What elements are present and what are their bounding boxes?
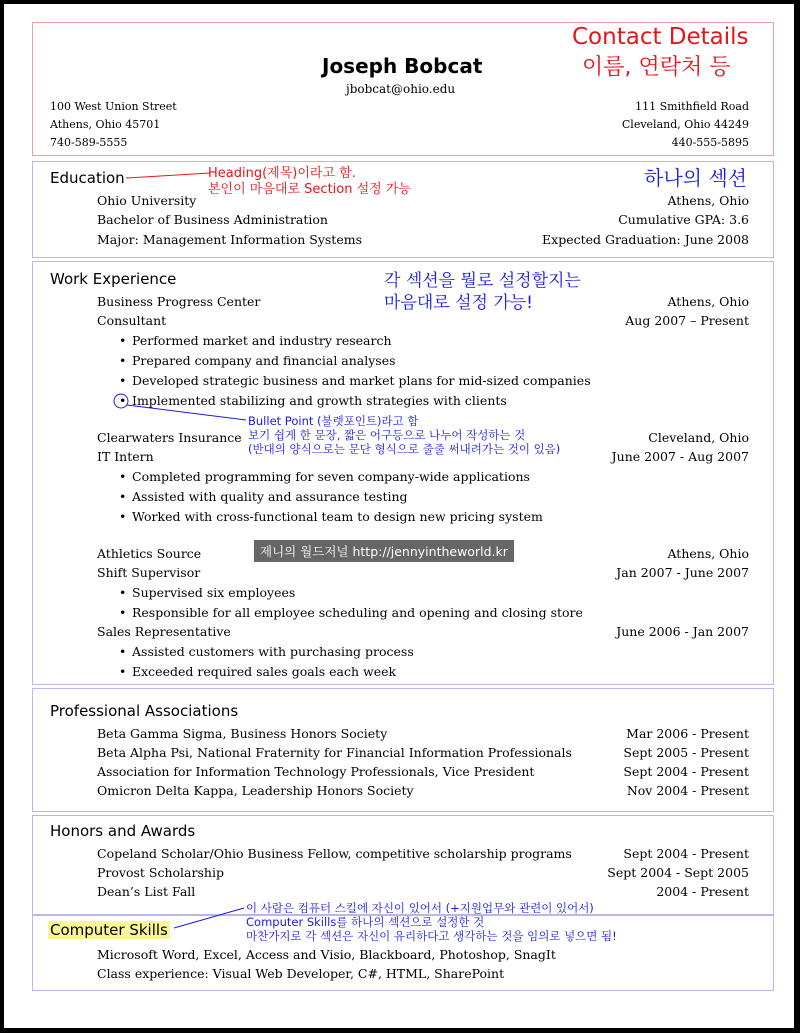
- skills-annotation-2: Computer Skills를 하나의 섹션으로 설정한 것: [246, 915, 485, 929]
- job-company: Athletics Source: [97, 546, 202, 561]
- association-name: Association for Information Technology Professionals, Vice President: [97, 764, 535, 779]
- skills-heading: Computer Skills: [50, 921, 168, 939]
- job-company: Clearwaters Insurance: [97, 430, 242, 445]
- honors-heading: Honors and Awards: [50, 822, 196, 840]
- address-right: [622, 98, 749, 152]
- gpa: Cumulative GPA: 3.6: [618, 212, 749, 227]
- bullet-item: • Responsible for all employee scheduling and opening and closing store: [132, 605, 583, 620]
- honor-name: Dean’s List Fall: [97, 884, 196, 899]
- honor-dates: Sept 2004 - Sept 2005: [607, 865, 749, 880]
- heading-annotation-1: Heading(제목)이라고 함.: [208, 166, 356, 181]
- address-left: [50, 98, 177, 152]
- association-name: Omicron Delta Kappa, Leadership Honors Society: [97, 783, 414, 798]
- skills-pointer-line: [172, 902, 248, 932]
- bullet-item: • Developed strategic business and market plans for mid-sized companies: [132, 373, 591, 388]
- heading-annotation-2: 본인이 마음대로 Section 설정 가능: [208, 182, 411, 197]
- skills-item: Class experience: Visual Web Developer, C#, HTML, SharePoint: [97, 966, 505, 981]
- association-dates: Sept 2005 - Present: [623, 745, 749, 760]
- bullet-annotation-1: Bullet Point (불렛포인트)라고 함: [248, 414, 419, 428]
- school-location: Athens, Ohio: [667, 193, 749, 208]
- bullet-item: • Prepared company and financial analyses: [132, 353, 396, 368]
- work-heading: Work Experience: [50, 270, 177, 288]
- watermark-banner: 제니의 월드저널 http://jennyintheworld.kr: [254, 540, 514, 562]
- phone-line: 440-555-5895: [671, 136, 749, 149]
- bullet-annotation-2: 보기 쉽게 한 문장, 짧은 어구등으로 나누어 작성하는 것: [248, 428, 526, 442]
- job-company: Business Progress Center: [97, 294, 261, 309]
- job-title: Consultant: [97, 313, 167, 328]
- association-dates: Nov 2004 - Present: [626, 783, 749, 798]
- job-dates: June 2007 - Aug 2007: [611, 449, 749, 464]
- address-line: 100 West Union Street: [50, 100, 177, 113]
- bullet-item: • Exceeded required sales goals each week: [132, 664, 396, 679]
- address-line: Cleveland, Ohio 44249: [621, 118, 749, 131]
- job-title: IT Intern: [97, 449, 154, 464]
- section-choice-annotation-2: 마음대로 설정 가능!: [384, 293, 533, 313]
- major: Major: Management Information Systems: [97, 232, 362, 247]
- honor-dates: Sept 2004 - Present: [623, 846, 749, 861]
- association-dates: Sept 2004 - Present: [623, 764, 749, 779]
- school-name: Ohio University: [97, 193, 197, 208]
- resume-page: [4, 4, 794, 1028]
- skills-annotation-3: 마찬가지로 각 섹션은 자신이 유리하다고 생각하는 것을 임의로 넣으면 됨!: [246, 929, 617, 943]
- job-location: Athens, Ohio: [667, 546, 749, 561]
- applicant-email: jbobcat@ohio.edu: [346, 82, 456, 96]
- contact-annotation-sub: 이름, 연락처 등: [582, 55, 731, 80]
- address-line: Athens, Ohio 45701: [50, 118, 161, 131]
- bullet-item: • Assisted customers with purchasing process: [132, 644, 414, 659]
- bullet-item: • Completed programming for seven company-wide applications: [132, 469, 530, 484]
- graduation: Expected Graduation: June 2008: [542, 232, 749, 247]
- bullet-item: • Implemented stabilizing and growth strategies with clients: [132, 393, 507, 408]
- association-name: Beta Gamma Sigma, Business Honors Society: [97, 726, 388, 741]
- honor-name: Copeland Scholar/Ohio Business Fellow, competitive scholarship programs: [97, 846, 572, 861]
- job-location: Athens, Ohio: [667, 294, 749, 309]
- bullet-item: • Supervised six employees: [132, 585, 295, 600]
- contact-annotation-title: Contact Details: [572, 24, 749, 50]
- skills-annotation-1: 이 사람은 컴퓨터 스킬에 자신이 있어서 (+지원업무와 관련이 있어서): [246, 901, 594, 915]
- heading-pointer-line: [124, 170, 214, 182]
- bullet-annotation-3: (반대의 양식으로는 문단 형식으로 줄줄 써내려가는 것이 있음): [248, 442, 561, 456]
- section-choice-annotation-1: 각 섹션을 뭘로 설정할지는: [384, 271, 581, 291]
- education-heading: Education: [50, 169, 125, 187]
- address-line: 111 Smithfield Road: [635, 100, 749, 113]
- degree: Bachelor of Business Administration: [97, 212, 328, 227]
- honor-dates: 2004 - Present: [656, 884, 749, 899]
- job-title: Shift Supervisor: [97, 565, 201, 580]
- association-name: Beta Alpha Psi, National Fraternity for Financial Information Professionals: [97, 745, 572, 760]
- job-dates: Jan 2007 - June 2007: [616, 565, 749, 580]
- skills-item: Microsoft Word, Excel, Access and Visio, Blackboard, Photoshop, SnagIt: [97, 947, 556, 962]
- phone-line: 740-589-5555: [50, 136, 128, 149]
- one-section-annotation: 하나의 섹션: [644, 166, 747, 190]
- honor-name: Provost Scholarship: [97, 865, 224, 880]
- job-location: Cleveland, Ohio: [648, 430, 749, 445]
- associations-heading: Professional Associations: [50, 702, 239, 720]
- bullet-item: • Assisted with quality and assurance testing: [132, 489, 408, 504]
- job-dates: Aug 2007 – Present: [625, 313, 749, 328]
- job-title: Sales Representative: [97, 624, 231, 639]
- association-dates: Mar 2006 - Present: [626, 726, 749, 741]
- job-dates: June 2006 - Jan 2007: [616, 624, 749, 639]
- bullet-item: • Performed market and industry research: [132, 333, 392, 348]
- bullet-item: • Worked with cross-functional team to design new pricing system: [132, 509, 543, 524]
- bullet-pointer: [112, 392, 252, 424]
- applicant-name: Joseph Bobcat: [322, 54, 483, 78]
